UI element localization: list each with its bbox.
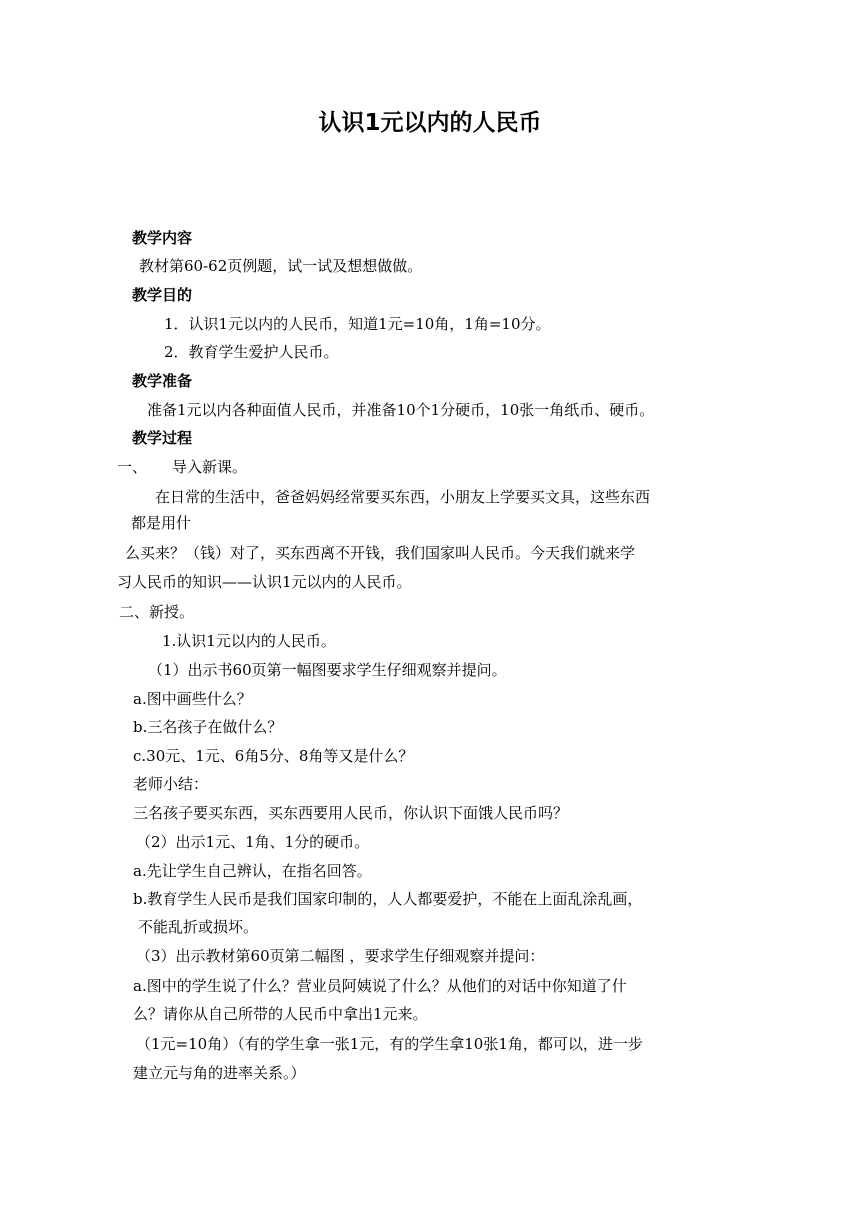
teaching-goal-2: 2．教育学生爱护人民币。 (164, 343, 339, 361)
intro-line-2: 都是用什 (131, 514, 192, 532)
heading-teaching-process: 教学过程 (132, 429, 193, 447)
step-1-3-a-line-3: （1元=10角）（有的学生拿一张1元，有的学生拿10张1角，都可以，进一步 (136, 1035, 643, 1053)
heading-teaching-goal: 教学目的 (132, 286, 193, 304)
heading-teaching-prep: 教学准备 (132, 372, 193, 390)
step-1-3: （3）出示教材第60页第二幅图 ，要求学生仔细观察并提问： (136, 947, 545, 965)
question-a: a.图中画些什么？ (133, 690, 252, 708)
step-1: 1.认识1元以内的人民币。 (162, 632, 336, 650)
teaching-prep-text: 准备1元以内各种面值人民币，并准备10个1分硬币，10张一角纸币、硬币。 (147, 401, 655, 419)
intro-line-3: 么买来？（钱）对了，买东西离不开钱，我们国家叫人民币。今天我们就来学 (125, 544, 636, 562)
step-1-1: （1）出示书60页第一幅图要求学生仔细观察并提问。 (148, 661, 507, 679)
part-2-heading: 二、新授。 (119, 603, 195, 621)
question-b: b.三名孩子在做什么？ (133, 718, 283, 736)
summary-label: 老师小结： (133, 775, 209, 793)
part-1-title: 导入新课。 (172, 458, 248, 476)
part-1-number: 一、 (117, 458, 148, 476)
step-1-2-b: b.教育学生人民币是我们国家印制的，人人都要爱护，不能在上面乱涂乱画， (133, 890, 643, 908)
intro-line-4: 习人民币的知识——认识1元以内的人民币。 (117, 573, 412, 591)
intro-line-1: 在日常的生活中，爸爸妈妈经常要买东西，小朋友上学要买文具，这些东西 (155, 488, 651, 506)
document-title: 认识1元以内的人民币 (318, 110, 542, 136)
heading-teaching-content: 教学内容 (132, 229, 193, 247)
step-1-2-b-continued: 不能乱折或损坏。 (138, 918, 259, 936)
step-1-2-a: a.先让学生自己辨认，在指名回答。 (133, 862, 372, 880)
teaching-content-text: 教材第60-62页例题，试一试及想想做做。 (139, 257, 423, 275)
step-1-3-a-line-4: 建立元与角的进率关系。） (133, 1064, 306, 1082)
teaching-goal-1: 1．认识1元以内的人民币，知道1元=10角，1角=10分。 (164, 315, 551, 333)
step-1-3-a-line-2: 么？请你从自己所带的人民币中拿出1元来。 (133, 1005, 428, 1023)
step-1-2: （2）出示1元、1角、1分的硬币。 (136, 833, 370, 851)
question-c: c.30元、1元、6角5分、8角等又是什么？ (133, 747, 414, 765)
summary-text: 三名孩子要买东西，买东西要用人民币，你认识下面饿人民币吗？ (133, 804, 569, 822)
step-1-3-a-line-1: a.图中的学生说了什么？营业员阿姨说了什么？从他们的对话中你知道了什 (133, 977, 627, 995)
